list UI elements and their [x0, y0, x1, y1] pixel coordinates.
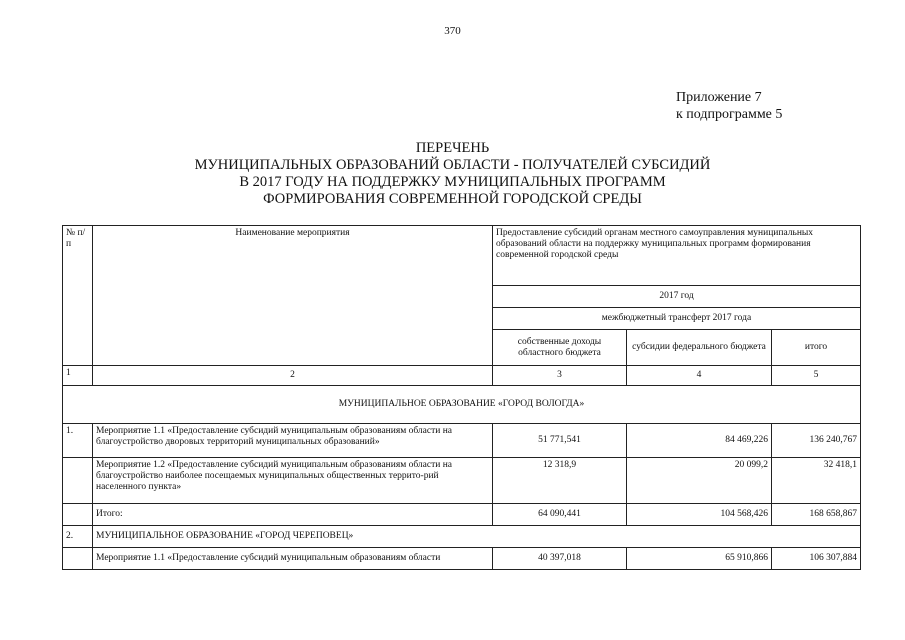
- section-cherepovets: МУНИЦИПАЛЬНОЕ ОБРАЗОВАНИЕ «ГОРОД ЧЕРЕПОВЕЦ»: [93, 526, 861, 548]
- header-name: Наименование мероприятия: [93, 226, 493, 366]
- row-federal: 65 910,866: [627, 548, 772, 570]
- row-num: [63, 504, 93, 526]
- header-group: Предоставление субсидий органам местного самоуправления муниципальных образований области на поддержку муниципальных программ формирования современной городской среды: [493, 226, 861, 286]
- row-total: 136 240,767: [772, 424, 861, 458]
- row-name: Итого:: [93, 504, 493, 526]
- header-own: собственные доходы областного бюджета: [493, 330, 627, 366]
- header-year: 2017 год: [493, 286, 861, 308]
- header-num: № п/п: [63, 226, 93, 366]
- title-line-3: В 2017 ГОДУ НА ПОДДЕРЖКУ МУНИЦИПАЛЬНЫХ ПРОГРАММ: [239, 174, 666, 190]
- section-num: 2.: [63, 526, 93, 548]
- appendix-line-1: Приложение 7: [676, 90, 762, 105]
- table-row: [63, 548, 861, 570]
- title-line-1: ПЕРЕЧЕНЬ: [415, 140, 490, 156]
- colnum-2: 2: [93, 366, 493, 386]
- column-number-row: [63, 366, 861, 386]
- table-row: [63, 424, 861, 458]
- row-own: 51 771,541: [493, 424, 627, 458]
- colnum-5: 5: [772, 366, 861, 386]
- table-row: [63, 458, 861, 504]
- row-total: 168 658,867: [772, 504, 861, 526]
- row-own: 64 090,441: [493, 504, 627, 526]
- colnum-4: 4: [627, 366, 772, 386]
- header-total: итого: [772, 330, 861, 366]
- appendix-note: [676, 89, 782, 123]
- header-federal: субсидии федерального бюджета: [627, 330, 772, 366]
- title-line-4: ФОРМИРОВАНИЯ СОВРЕМЕННОЙ ГОРОДСКОЙ СРЕДЫ: [263, 191, 642, 207]
- row-name: Мероприятие 1.1 «Предоставление субсидий муниципальным образованиям области: [93, 548, 493, 570]
- header-transfer: межбюджетный трансферт 2017 года: [493, 308, 861, 330]
- row-total: 32 418,1: [772, 458, 861, 504]
- row-federal: 20 099,2: [627, 458, 772, 504]
- row-name: Мероприятие 1.2 «Предоставление субсидий муниципальным образованиям области на благоустройство наиболее посещаемых муниципальных общественных террито-рий населенного пункта»: [93, 458, 493, 504]
- row-own: 12 318,9: [493, 458, 627, 504]
- appendix-line-2: к подпрограмме 5: [676, 107, 783, 122]
- section-vologda: МУНИЦИПАЛЬНОЕ ОБРАЗОВАНИЕ «ГОРОД ВОЛОГДА»: [63, 386, 861, 424]
- row-own: 40 397,018: [493, 548, 627, 570]
- colnum-3: 3: [493, 366, 627, 386]
- row-num: [63, 458, 93, 504]
- row-num: [63, 548, 93, 570]
- row-name: Мероприятие 1.1 «Предоставление субсидий муниципальным образованиям области на благоустройство дворовых территорий муниципальных образований»: [93, 424, 493, 458]
- row-federal: 104 568,426: [627, 504, 772, 526]
- title-line-2: МУНИЦИПАЛЬНЫХ ОБРАЗОВАНИЙ ОБЛАСТИ - ПОЛУЧАТЕЛЕЙ СУБСИДИЙ: [194, 157, 711, 173]
- table-row-total: [63, 504, 861, 526]
- row-num: 1.: [63, 424, 93, 458]
- subsidy-table: [62, 225, 861, 570]
- colnum-1: 1: [63, 366, 93, 386]
- document-title: [0, 140, 905, 208]
- row-total: 106 307,884: [772, 548, 861, 570]
- page-number: 370: [444, 25, 461, 37]
- row-federal: 84 469,226: [627, 424, 772, 458]
